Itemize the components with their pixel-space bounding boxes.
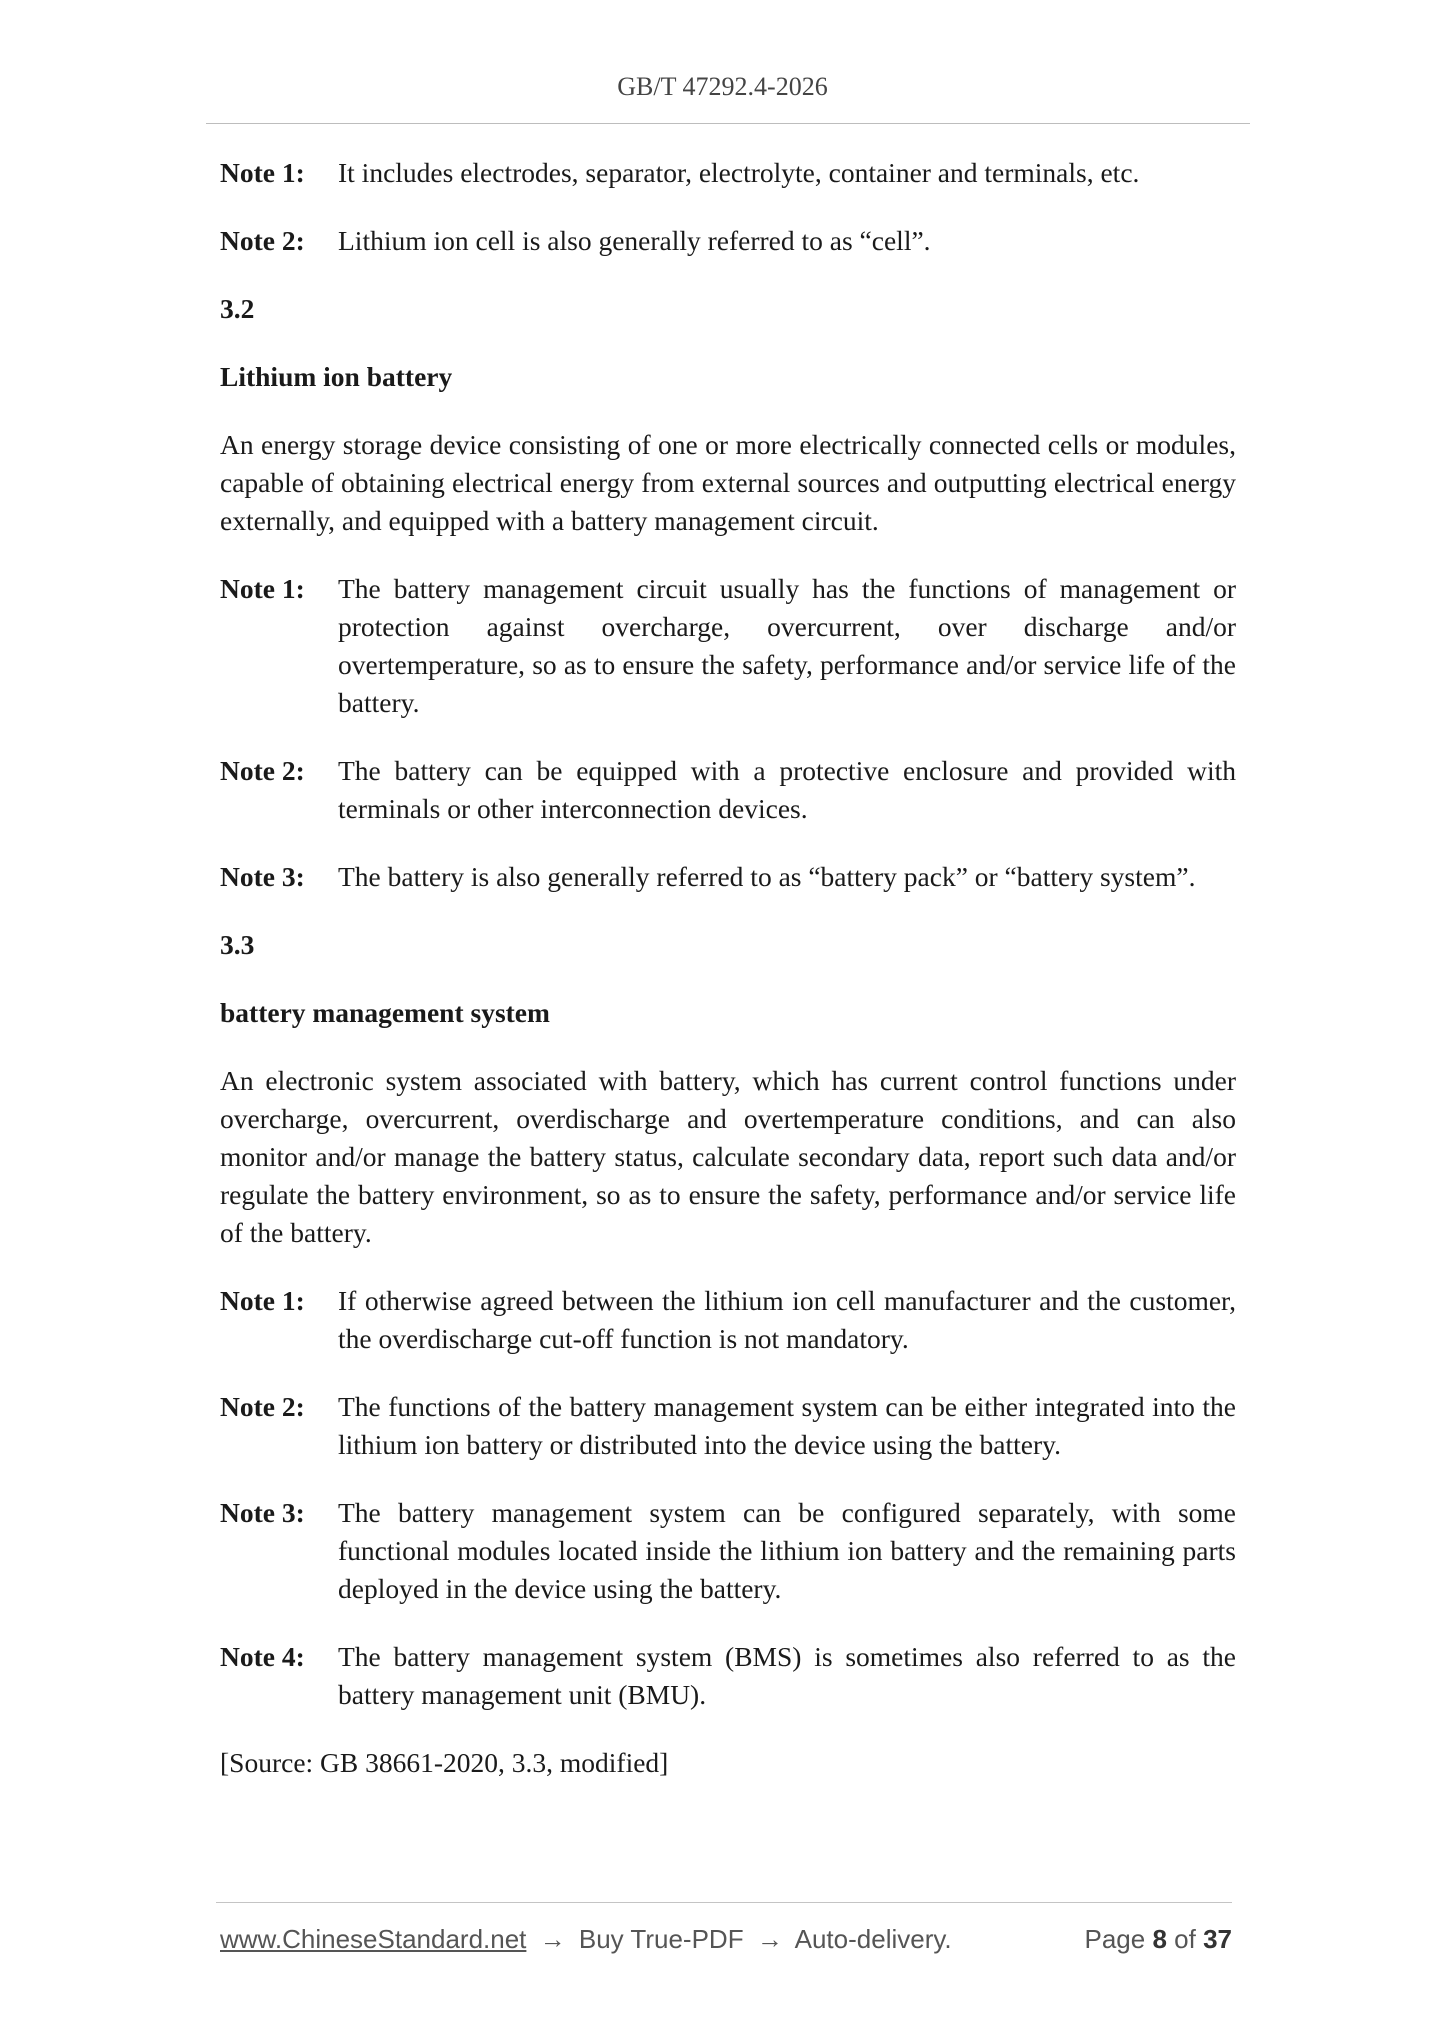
note-label: Note 2:	[220, 755, 305, 786]
page-current: 8	[1152, 1924, 1167, 1954]
page-content	[220, 154, 1236, 1782]
page-footer	[220, 1924, 1232, 1955]
header-divider	[206, 123, 1250, 124]
note-3-2-1	[220, 570, 1236, 722]
page-total: 37	[1203, 1924, 1232, 1954]
note-label: Note 4:	[220, 1641, 305, 1672]
note-text: The battery management system can be configured separately, with some functional modules located inside the lithium ion battery and the remaining parts deployed in the device using the battery.	[338, 1497, 1236, 1604]
note-3-2-2	[220, 752, 1236, 828]
header-standard-code: GB/T 47292.4-2026	[617, 72, 828, 101]
of-word: of	[1174, 1924, 1196, 1954]
note-3-3-2	[220, 1388, 1236, 1464]
note-3-3-3	[220, 1494, 1236, 1608]
note-3-3-4	[220, 1638, 1236, 1714]
note-label: Note 2:	[220, 1391, 305, 1422]
buy-true-pdf-text: Buy True-PDF	[578, 1924, 744, 1954]
footer-divider	[216, 1902, 1232, 1903]
note-3-2-3	[220, 858, 1236, 896]
note-text: The battery is also generally referred to as “battery pack” or “battery system”.	[338, 861, 1196, 892]
note-label: Note 3:	[220, 1497, 305, 1528]
note-text: Lithium ion cell is also generally referred to as “cell”.	[338, 225, 931, 256]
note-3-1-2	[220, 222, 1236, 260]
source-citation: [Source: GB 38661-2020, 3.3, modified]	[220, 1747, 669, 1778]
note-3-1-1	[220, 154, 1236, 192]
page-word: Page	[1084, 1924, 1146, 1954]
arrow-right-icon: →	[756, 1924, 783, 1954]
note-label: Note 2:	[220, 225, 305, 256]
note-label: Note 1:	[220, 1285, 305, 1316]
note-text: If otherwise agreed between the lithium ion cell manufacturer and the customer, the overdischarge cut-off function is not mandatory.	[338, 1285, 1236, 1354]
note-text: The functions of the battery management system can be either integrated into the lithium ion battery or distributed into the device using the battery.	[338, 1391, 1236, 1460]
clause-number-3-3: 3.3	[220, 929, 255, 960]
page-number	[1084, 1924, 1232, 1955]
arrow-right-icon: →	[539, 1924, 566, 1954]
website-link[interactable]: www.ChineseStandard.net	[220, 1924, 527, 1954]
clause-number-3-2: 3.2	[220, 293, 255, 324]
footer-promo	[220, 1924, 952, 1955]
note-text: The battery management circuit usually has the functions of management or protection against overcharge, overcurrent, over discharge and/or overtemperature, so as to ensure the safety, performance and/or service life of the battery.	[338, 573, 1236, 718]
note-label: Note 1:	[220, 573, 305, 604]
note-label: Note 3:	[220, 861, 305, 892]
definition-3-2: An energy storage device consisting of one or more electrically connected cells or modules, capable of obtaining electrical energy from external sources and outputting electrical energy externally, and equipped with a battery management circuit.	[220, 429, 1236, 536]
note-text: The battery can be equipped with a protective enclosure and provided with terminals or other interconnection devices.	[338, 755, 1236, 824]
term-battery-management-system: battery management system	[220, 997, 550, 1028]
note-text: It includes electrodes, separator, electrolyte, container and terminals, etc.	[338, 157, 1140, 188]
note-text: The battery management system (BMS) is sometimes also referred to as the battery management unit (BMU).	[338, 1641, 1236, 1710]
term-lithium-ion-battery: Lithium ion battery	[220, 361, 453, 392]
auto-delivery-text: Auto-delivery.	[794, 1924, 952, 1954]
definition-3-3: An electronic system associated with battery, which has current control functions under overcharge, overcurrent, overdischarge and overtemperature conditions, and can also monitor and/or manage the battery status, calculate secondary data, report such data and/or regulate the battery environment, so as to ensure the safety, performance and/or service life of the battery.	[220, 1065, 1236, 1248]
note-label: Note 1:	[220, 157, 305, 188]
note-3-3-1	[220, 1282, 1236, 1358]
